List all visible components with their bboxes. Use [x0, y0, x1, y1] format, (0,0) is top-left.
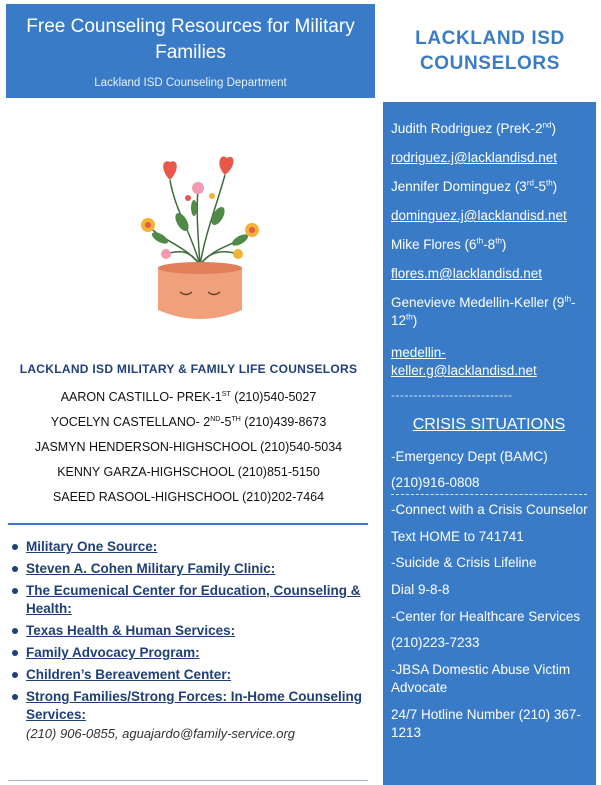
mflc-heading: LACKLAND ISD MILITARY & FAMILY LIFE COUNSELORS	[19, 362, 358, 376]
resource-item[interactable]: Texas Health & Human Services:	[12, 622, 364, 640]
mflc-counselor-line: JASMYN HENDERSON-HIGHSCHOOL (210)540-5034	[34, 440, 343, 454]
counselor-sidebar	[383, 102, 596, 785]
separator-dashes: ---------------------------	[391, 388, 513, 402]
resource-contact: (210) 906-0855, aguajardo@family-service.org	[26, 726, 296, 741]
counselor-name: Mike Flores (6th-8th)	[391, 236, 507, 252]
counselor-email-link[interactable]: rodriguez.j@lacklandisd.net	[391, 150, 558, 165]
counselor-name: Genevieve Medellin-Keller (9th-12th)	[391, 294, 576, 328]
crisis-line: (210)223-7233	[391, 635, 480, 650]
crisis-line: Text HOME to 741741	[391, 529, 524, 544]
crisis-line: -Center for Healthcare Services	[391, 609, 581, 624]
resource-item[interactable]: Military One Source:	[12, 538, 364, 556]
counselor-name: Jennifer Dominguez (3rd-5th)	[391, 178, 558, 194]
resource-item[interactable]: The Ecumenical Center for Education, Counseling & Health:	[12, 582, 364, 618]
mflc-counselor-line: SAEED RASOOL-HIGHSCHOOL (210)202-7464	[52, 490, 325, 504]
counselor-email-link[interactable]: flores.m@lacklandisd.net	[391, 266, 543, 281]
header-banner	[6, 4, 375, 98]
separator-line	[391, 494, 587, 495]
page-subtitle: Lackland ISD Counseling Department	[94, 77, 287, 89]
crisis-line: 24/7 Hotline Number (210) 367-1213	[391, 707, 581, 740]
head-with-flowers-illustration	[130, 150, 270, 330]
resources-list	[12, 538, 364, 741]
counselors-heading: LACKLAND ISD COUNSELORS	[415, 28, 565, 74]
mflc-counselor-line: YOCELYN CASTELLANO- 2ND-5TH (210)439-8673	[50, 415, 327, 429]
mflc-counselor-line: AARON CASTILLO- PREK-1ST (210)540-5027	[60, 390, 317, 404]
crisis-line: -Emergency Dept (BAMC)	[391, 449, 548, 464]
crisis-line: (210)916-0808	[391, 475, 480, 490]
resource-item[interactable]: Steven A. Cohen Military Family Clinic:	[12, 560, 364, 578]
crisis-line: -Suicide & Crisis Lifeline	[391, 555, 537, 570]
crisis-line: -JBSA Domestic Abuse Victim Advocate	[391, 662, 571, 695]
crisis-heading: CRISIS SITUATIONS	[412, 416, 566, 433]
resource-item[interactable]: Family Advocacy Program:	[12, 644, 364, 662]
counselor-name: Judith Rodriguez (PreK-2nd)	[391, 120, 556, 136]
resource-item[interactable]: Children’s Bereavement Center:	[12, 666, 364, 684]
section-divider	[8, 523, 368, 525]
footer-divider	[8, 780, 368, 781]
resource-item[interactable]: Strong Families/Strong Forces: In-Home Counseling Services:	[12, 688, 364, 724]
page-title: Free Counseling Resources for Military Families	[26, 16, 355, 63]
counselor-email-link[interactable]: dominguez.j@lacklandisd.net	[391, 208, 567, 223]
counselor-email-link[interactable]: medellin- keller.g@lacklandisd.net	[391, 345, 537, 378]
crisis-line: Dial 9-8-8	[391, 582, 450, 597]
mflc-counselor-line: KENNY GARZA-HIGHSCHOOL (210)851-5150	[57, 465, 320, 479]
crisis-line: -Connect with a Crisis Counselor	[391, 502, 588, 517]
